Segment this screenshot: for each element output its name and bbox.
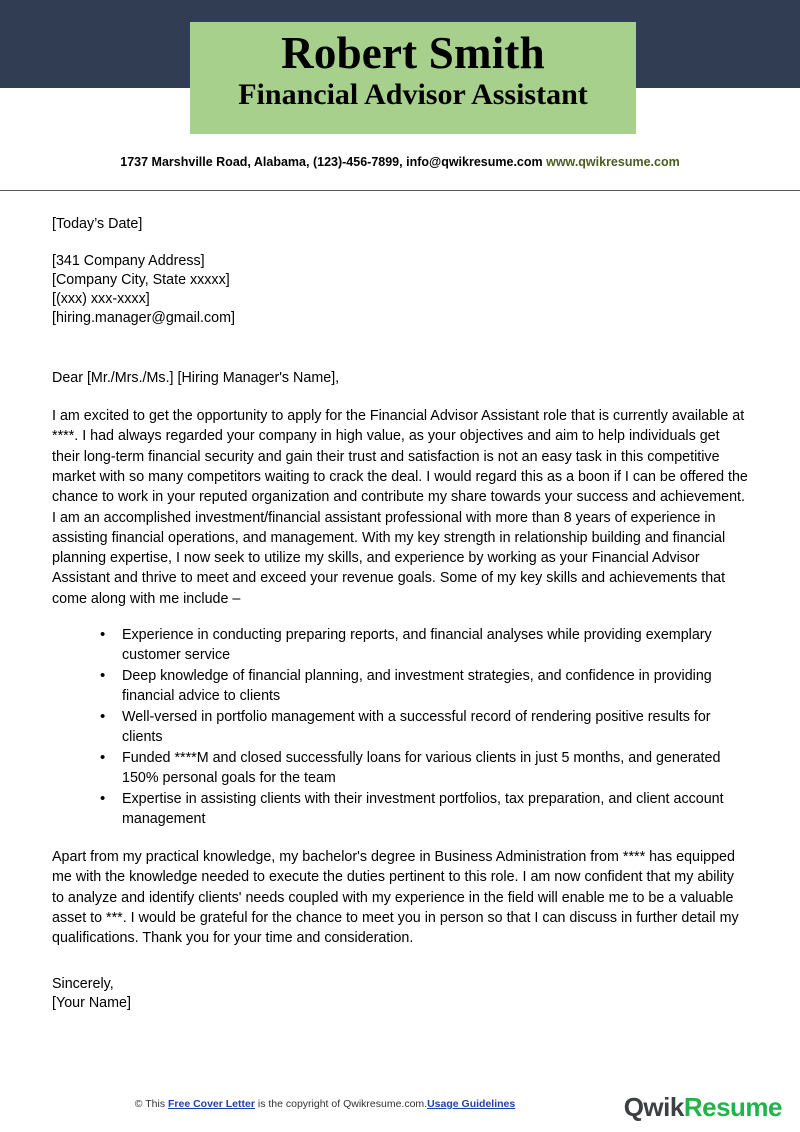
closing-paragraph: Apart from my practical knowledge, my bachelor's degree in Business Administration from **** has equipped me with the knowledge needed to execute the duties pertinent to this role. I am now confident that my ability to analyze and identify clients' needs coupled with my experience in the field will enable me to be a valuable asset to ***. I would be grateful for the chance to meet you in person so that I can discuss in further detail my qualifications. Thank you for your time and consideration. xyxy=(52,849,739,947)
signature-name: [Your Name] xyxy=(52,994,131,1011)
recipient-city-state-zip: [Company City, State xxxxx] xyxy=(52,272,230,289)
page-footer xyxy=(0,1092,800,1132)
recipient-address-line: [341 Company Address] xyxy=(52,253,205,270)
date-line: [Today’s Date] xyxy=(52,216,143,232)
recipient-email: [hiring.manager@gmail.com] xyxy=(52,309,235,326)
contact-email[interactable]: info@qwikresume.com xyxy=(406,155,543,169)
free-cover-letter-link[interactable]: Free Cover Letter xyxy=(167,1098,255,1110)
page-title: Robert Smith xyxy=(281,28,545,78)
letter-body xyxy=(52,214,748,1012)
footer-copyright-prefix: © This xyxy=(134,1098,168,1110)
intro-paragraph: I am excited to get the opportunity to apply for the Financial Advisor Assistant role that is currently available at ****. I had always regarded your company in high value, as your objectives and aim to help individuals get their long-term financial security and gain their trust and satisfaction is not an easy task in this competitive market with so many competitors waiting to crack the deal. I would regard this as a boon if I can be offered the chance to work in your reputed organization and contribute my share towards your success and achievement. I am an accomplished investment/financial assistant professional with more than 8 years of experience in assisting financial operations, and management. With my key strength in relationship building and financial planning expertise, I now seek to utilize my skills, and experience by working as your Financial Advisor Assistant and thrive to meet and exceed your revenue goals. Some of my key skills and achievements that come along with me include – xyxy=(52,408,748,607)
name-title-box xyxy=(190,22,636,134)
header-divider xyxy=(0,190,800,191)
contact-address: 1737 Marshville Road, Alabama, xyxy=(120,155,310,169)
list-item: • Expertise in assisting clients with their investment portfolios, tax preparation, and client account management xyxy=(100,789,748,829)
list-item: • Funded ****M and closed successfully loans for various clients in just 5 months, and generated 150% personal goals for the team xyxy=(100,748,748,788)
list-item: • Experience in conducting preparing reports, and financial analyses while providing exemplary customer service xyxy=(100,625,748,665)
contact-phone: (123)-456-7899, xyxy=(312,155,403,169)
job-title: Financial Advisor Assistant xyxy=(238,78,588,112)
signoff-block xyxy=(52,975,748,1013)
logo-text-resume: Resume xyxy=(683,1092,782,1122)
signoff-text: Sincerely, xyxy=(52,975,114,992)
footer-copyright-middle: is the copyright of Qwikresume.com. xyxy=(254,1098,428,1110)
list-item: • Deep knowledge of financial planning, and investment strategies, and confidence in providing financial advice to clients xyxy=(100,666,748,706)
recipient-phone: [(xxx) xxx-xxxx] xyxy=(52,291,150,308)
skills-bullet-list xyxy=(52,625,748,829)
logo-text-qwik: Qwik xyxy=(623,1092,684,1122)
contact-line xyxy=(0,155,800,169)
recipient-address-block xyxy=(52,252,748,327)
qwikresume-logo xyxy=(624,1092,782,1122)
contact-website[interactable]: www.qwikresume.com xyxy=(546,155,680,169)
list-item: • Well-versed in portfolio management with a successful record of rendering positive results for clients xyxy=(100,707,748,747)
salutation: Dear [Mr./Mrs./Ms.] [Hiring Manager's Name], xyxy=(52,369,340,386)
usage-guidelines-link[interactable]: Usage Guidelines xyxy=(427,1098,516,1110)
